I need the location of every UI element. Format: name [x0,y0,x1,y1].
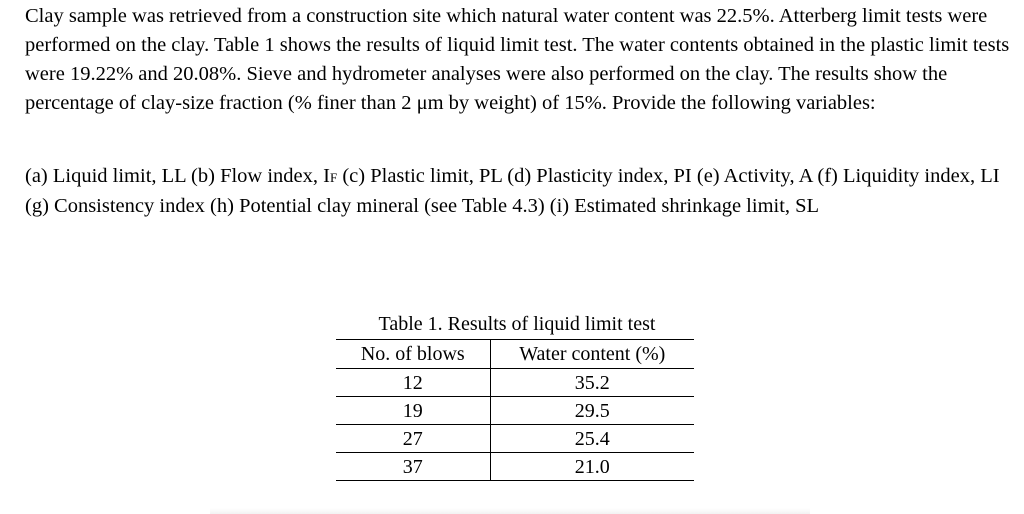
table-row [336,369,694,397]
table-row [336,453,694,481]
liquid-limit-table-block [336,309,694,481]
variables-text-start: (a) Liquid limit, LL (b) Flow index, I [25,165,330,187]
water-content-cell: 35.2 [490,369,694,397]
water-content-cell: 21.0 [490,453,694,481]
flow-index-subscript: F [329,170,338,185]
page-bottom-edge [210,508,810,514]
table-caption: Table 1. Results of liquid limit test [378,313,656,335]
liquid-limit-table [336,339,694,481]
variables-text-end: (c) Plastic limit, PL (d) Plasticity index, PI (e) Activity, A (f) Liquidity index, LI (g) Consistency index (h) Potential clay mineral (see Table 4.3) (i) Estimated shrinkage limit, SL [25,165,1000,217]
blows-cell: 37 [336,453,490,481]
blows-cell: 19 [336,397,490,425]
problem-intro-text: Clay sample was retrieved from a construction site which natural water content was 22.5%. Atterberg limit tests were performed on the clay. Table 1 shows the results of liquid limit test. The water contents obtained in the plastic limit tests were 19.22% and 20.08%. Sieve and hydrometer analyses were also performed on the clay. The results show the percentage of clay-size fraction (% finer than 2 μm by weight) of 15%. Provide the following variables: [25,5,1010,114]
blows-cell: 27 [336,425,490,453]
header-no-of-blows: No. of blows [336,340,490,369]
header-water-content: Water content (%) [490,340,694,369]
blows-cell: 12 [336,369,490,397]
table-header-row [336,340,694,369]
table-row [336,397,694,425]
water-content-cell: 29.5 [490,397,694,425]
water-content-cell: 25.4 [490,425,694,453]
variables-list-text [25,162,1010,221]
table-row [336,425,694,453]
